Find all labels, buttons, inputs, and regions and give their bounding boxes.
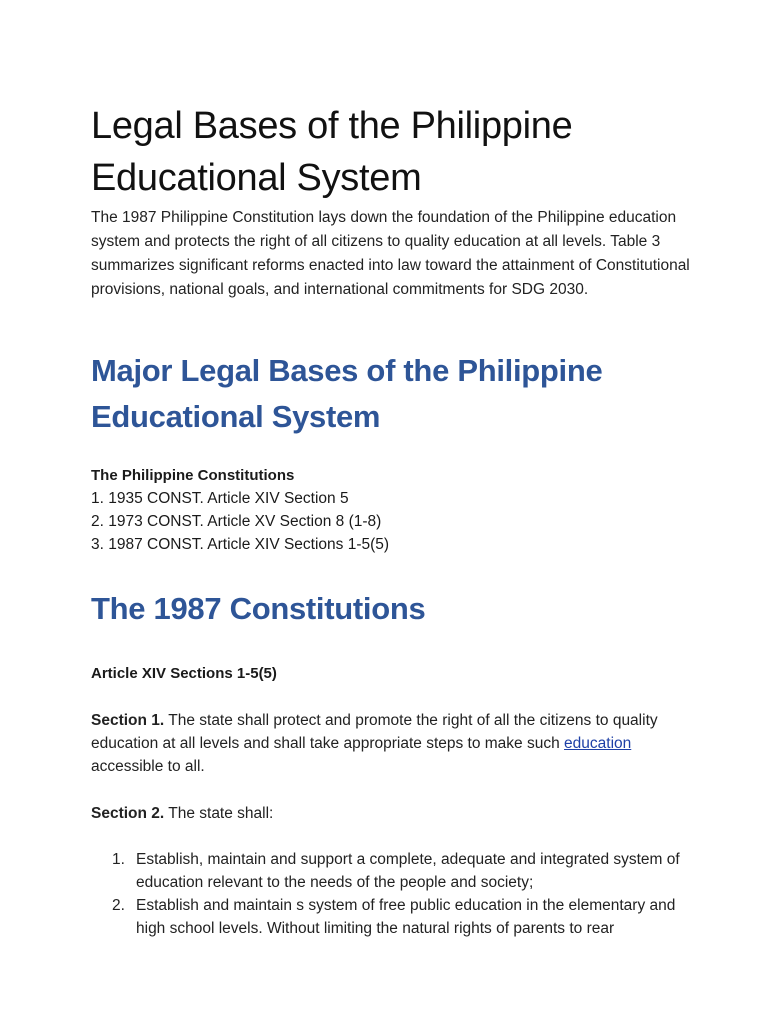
section-2-label: Section 2.: [91, 805, 165, 822]
education-link[interactable]: education: [564, 735, 632, 752]
article-xiv-heading: Article XIV Sections 1-5(5): [91, 665, 277, 682]
list-item-text: Establish, maintain and support a complete, adequate and integrated system of education relevant to the needs of the people and society;: [136, 851, 680, 891]
intro-paragraph: The 1987 Philippine Constitution lays down the foundation of the Philippine education system and protects the right of all citizens to quality education at all levels. Table 3 summarizes significant reforms enacted into law toward the attainment of Constitutional provisions, national goals, and international commitments for SDG 2030.: [91, 209, 690, 298]
list-item: [112, 848, 691, 894]
document-page: [91, 100, 691, 940]
section-2-list: [91, 848, 691, 940]
list-item: 3. 1987 CONST. Article XIV Sections 1-5(5): [91, 536, 390, 553]
section-1-label: Section 1.: [91, 712, 165, 729]
list-item: 1. 1935 CONST. Article XIV Section 5: [91, 490, 349, 507]
constitution-1987-heading: The 1987 Constitutions: [91, 591, 426, 626]
list-number: 1.: [112, 851, 125, 868]
section-1-text: The state shall protect and promote the right of all the citizens to quality education at all levels and shall take appropriate steps to make such: [91, 712, 658, 752]
section-1-paragraph: [91, 709, 691, 778]
list-item: [112, 894, 691, 940]
constitutions-list: [91, 487, 691, 556]
section-1-text-end: accessible to all.: [91, 758, 205, 775]
major-legal-bases-heading: Major Legal Bases of the Philippine Educational System: [91, 353, 603, 434]
document-title: Legal Bases of the Philippine Educational System: [91, 105, 573, 199]
constitutions-subheading: The Philippine Constitutions: [91, 467, 295, 484]
section-2-paragraph: [91, 802, 691, 825]
section-2-text: The state shall:: [164, 805, 274, 822]
list-number: 2.: [112, 897, 125, 914]
list-item: 2. 1973 CONST. Article XV Section 8 (1-8): [91, 513, 382, 530]
list-item-text: Establish and maintain s system of free public education in the elementary and high school levels. Without limiting the natural rights of parents to rear: [136, 897, 676, 937]
